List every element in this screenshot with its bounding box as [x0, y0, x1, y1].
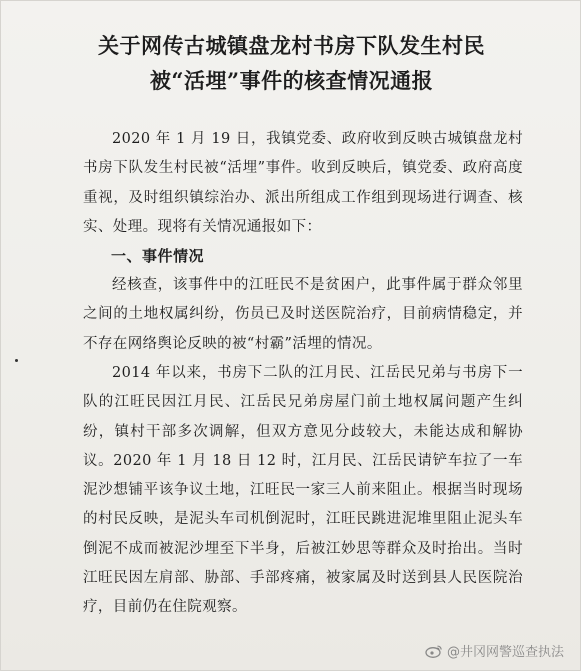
watermark-text: @井冈网警巡查执法: [446, 645, 564, 660]
document-title-line-2: 被“活埋”事件的核查情况通报: [149, 68, 434, 93]
intro-paragraph: 2020 年 1 月 19 日，我镇党委、政府收到反映古城镇盘龙村书房下队发生村民被“活埋”事件。收到反映后，镇党委、政府高度重视，及时组织镇综治办、派出所组成工作组到现场进行调查、核实、处理。现将有关情况通报如下：: [83, 131, 523, 235]
scan-speck: [15, 359, 18, 362]
paragraph-verification: 经核查，该事件中的江旺民不是贫困户，此事件属于群众邻里之间的土地权属纠纷，伤员已及时送医院治疗，目前病情稳定，并不存在网络舆论反映的被“村霸”活埋的情况。: [83, 277, 523, 352]
weibo-icon: [425, 644, 443, 658]
document-title-line-1: 关于网传古城镇盘龙村书房下队发生村民: [98, 33, 485, 58]
weibo-watermark: [425, 641, 564, 660]
section-heading-event: 一、事件情况: [111, 247, 205, 265]
paragraph-details: 2014 年以来，书房下二队的江月民、江岳民兄弟与书房下一队的江旺民因江月民、江岳民兄弟房屋门前土地权属问题产生纠纷，镇村干部多次调解，但双方意见分歧较大，未能达成和解协议。2020 年 1 月 18 日 12 时，江月民、江岳民请铲车拉了一车泥沙想铺平该争议土地，江旺民一家三人前来阻止。根据当时现场的村民反映，是泥头车司机倒泥时，江旺民跳进泥堆里阻止泥头车倒泥不成而被泥沙埋至下半身，后被江妙思等群众及时抬出。当时江旺民因左肩部、胁部、手部疼痛，被家属及时送到县人民医院治疗，目前仍在住院观察。: [83, 365, 523, 616]
